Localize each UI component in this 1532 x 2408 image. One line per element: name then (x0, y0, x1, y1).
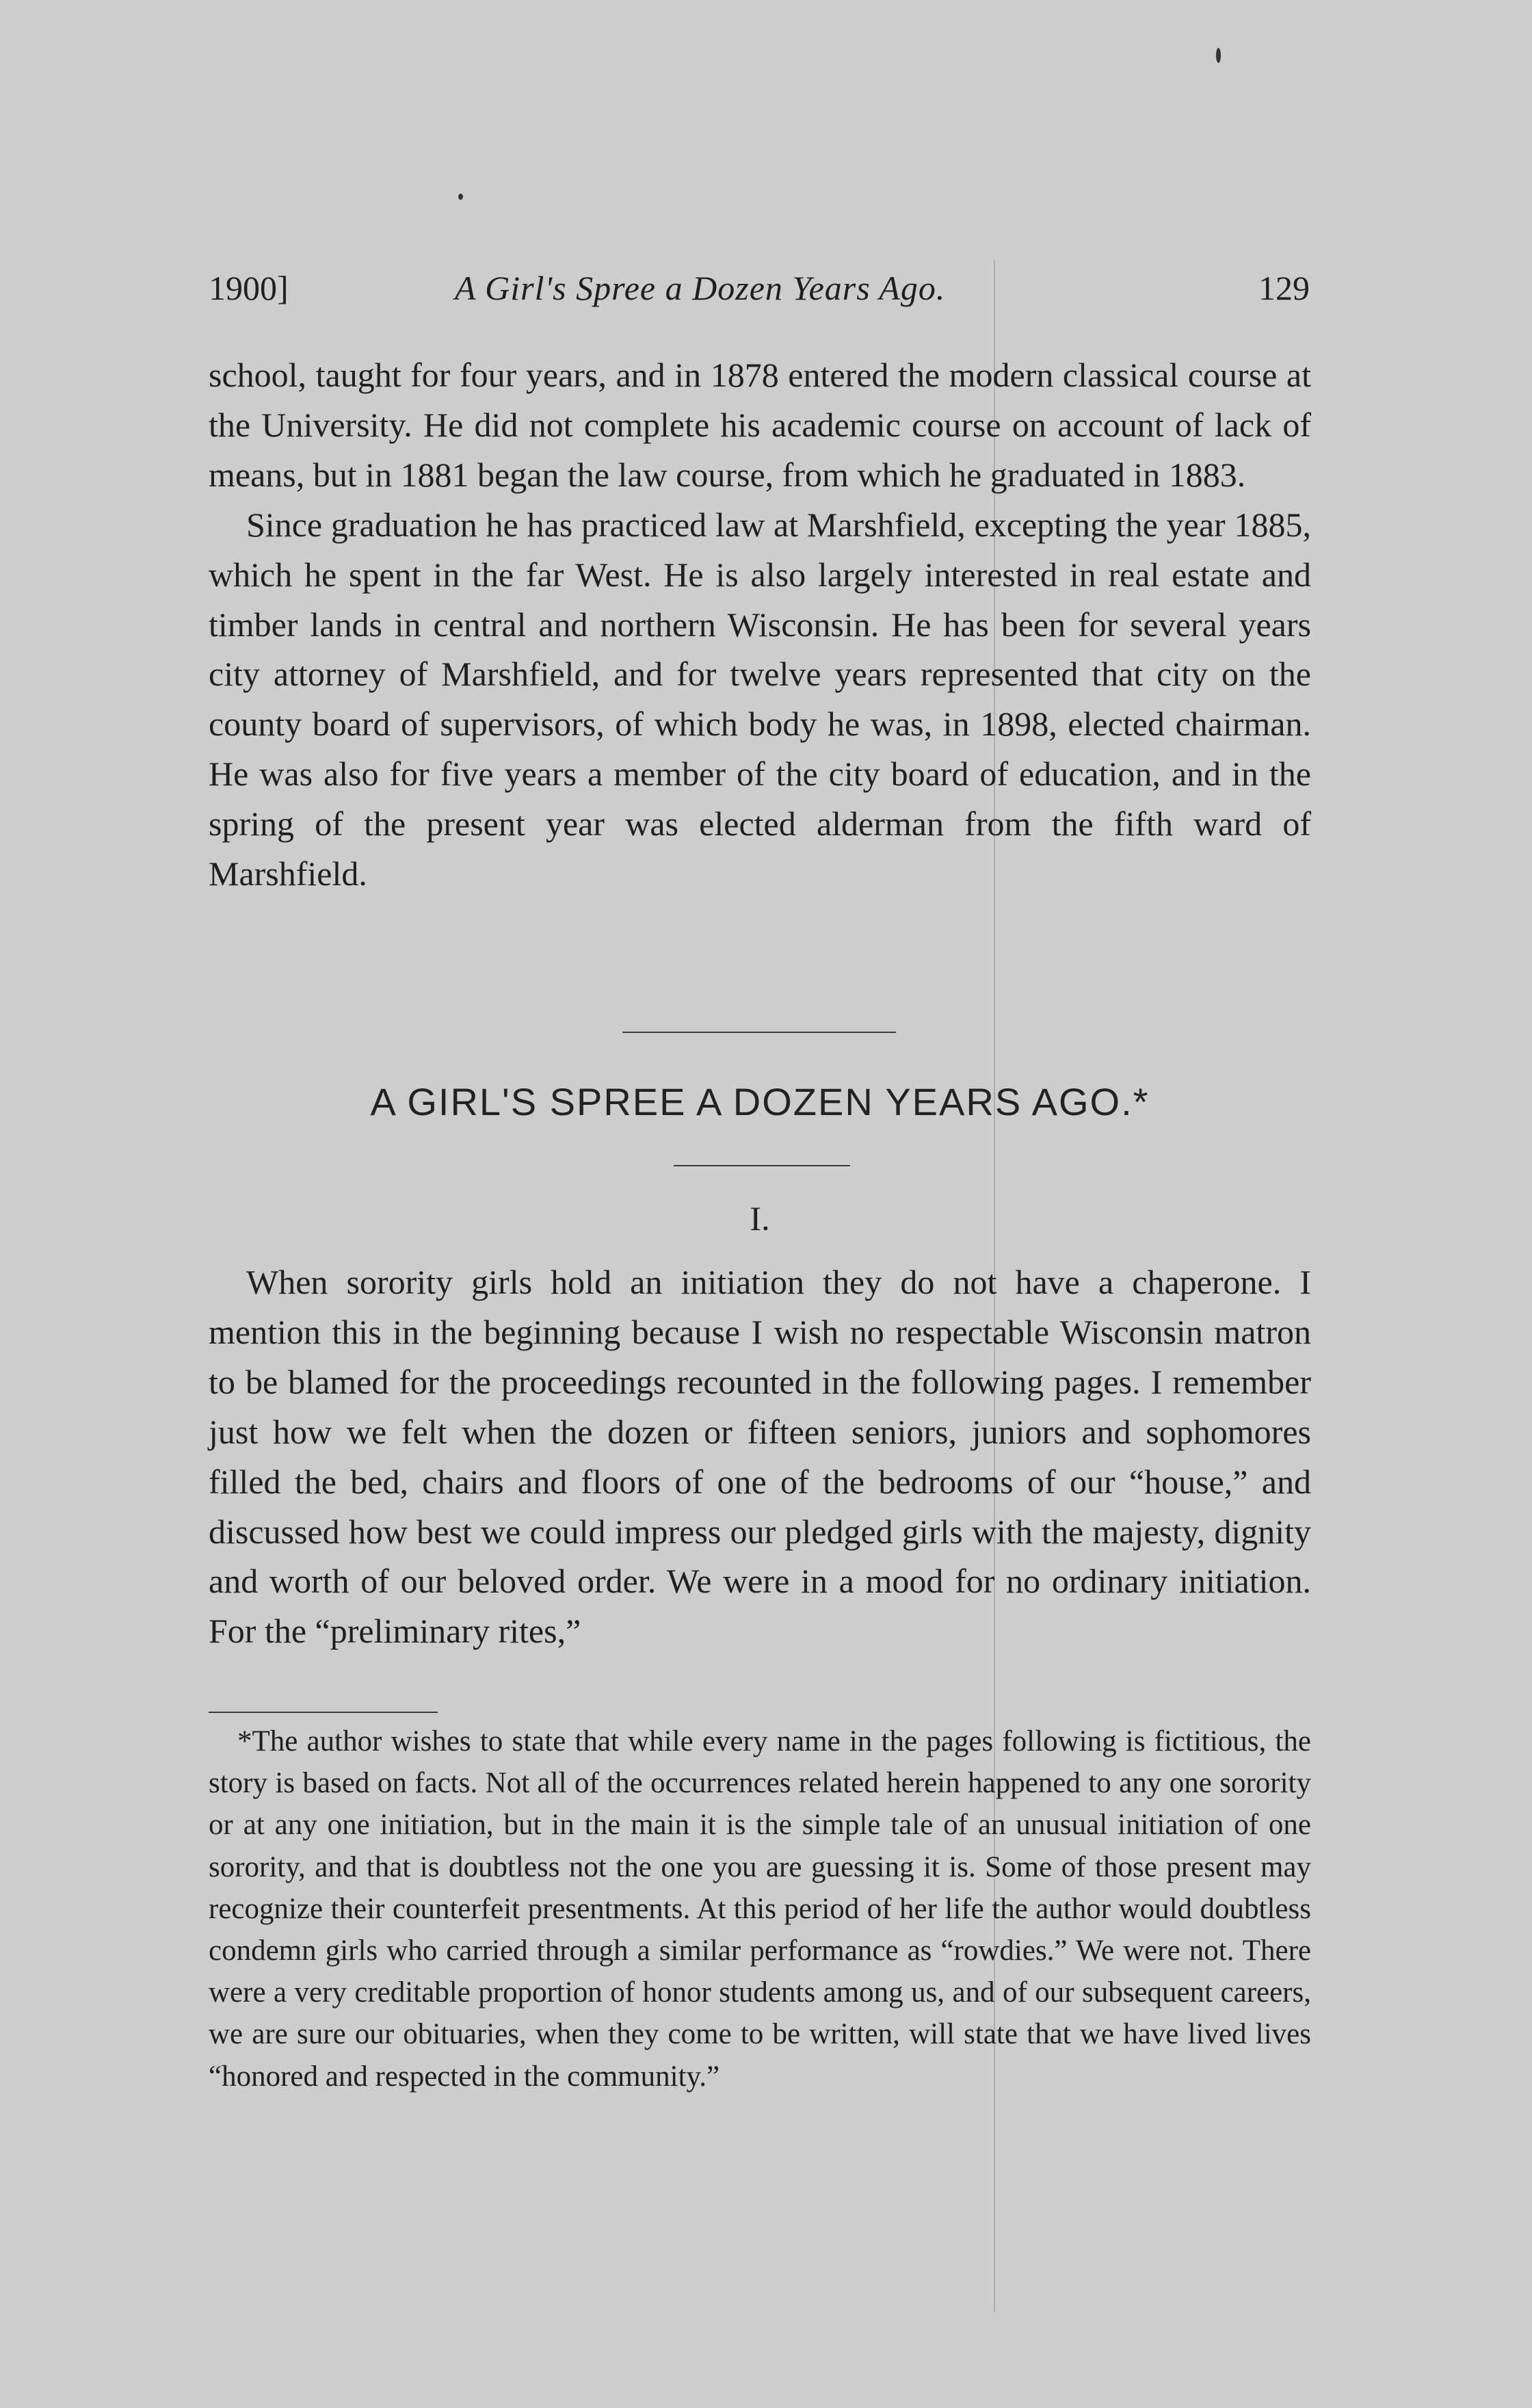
article-body (209, 1257, 1311, 1656)
paragraph-biography: Since graduation he has practiced law at Marshfield, excepting the year 1885, which he spent in the far West. He is also largely interested in real estate and timber lands in central and northern Wisconsin. He has been for several years city attorney of Marshfield, and for twelve years represented that city on the county board of supervisors, of which body he was, in 1898, elected chairman. He was also for five years a member of the city board of education, and in the spring of the present year was elected alderman from the fifth ward of Marshfield. (209, 505, 1311, 893)
footnote-rule (209, 1712, 438, 1713)
running-head (209, 268, 1310, 316)
section-number: I. (750, 1199, 770, 1238)
page-number: 129 (1258, 269, 1310, 307)
paragraph-continuation: school, taught for four years, and in 1878 entered the modern classical course at the University. He did not complete his academic course on account of lack of means, but in 1881 began the law course, from which he graduated in 1883. (209, 356, 1311, 494)
section-divider-rule (622, 1032, 896, 1033)
running-head-title: A Girl's Spree a Dozen Years Ago. (455, 269, 946, 307)
article-heading: A GIRL'S SPREE A DOZEN YEARS AGO.* (370, 1080, 1150, 1123)
footnote (209, 1720, 1311, 2097)
ink-speck (1216, 48, 1221, 63)
body-text-top (209, 350, 1311, 899)
footnote-text: *The author wishes to state that while every name in the pages following is fictitious, the story is based on facts. Not all of the occurrences related herein happened to any one sorority or at any one initiation, but in the main it is the simple tale of an unusual initiation of one sorority, and that is doubtless not the one you are guessing it is. Some of those present may recognize their counterfeit presentments. At this period of her life the author would doubtless condemn girls who carried through a similar performance as “rowdies.” We were not. There were a very creditable proportion of honor students among us, and of our subsequent careers, we are sure our obituaries, when they come to be written, will state that we have lived lives “honored and respected in the community.” (209, 1725, 1311, 2093)
heading-underline-rule (674, 1165, 850, 1166)
article-paragraph: When sorority girls hold an initiation they do not have a chaperone. I mention this in the beginning because I wish no respectable Wisconsin matron to be blamed for the proceedings recounted in the following pages. I remember just how we felt when the dozen or fifteen seniors, juniors and sophomores filled the bed, chairs and floors of one of the bedrooms of our “house,” and discussed how best we could impress our pledged girls with the majesty, dignity and worth of our beloved order. We were in a mood for no ordinary initiation. For the “preliminary rites,” (209, 1263, 1311, 1651)
ink-speck (458, 194, 463, 200)
running-head-year: 1900] (209, 269, 289, 307)
